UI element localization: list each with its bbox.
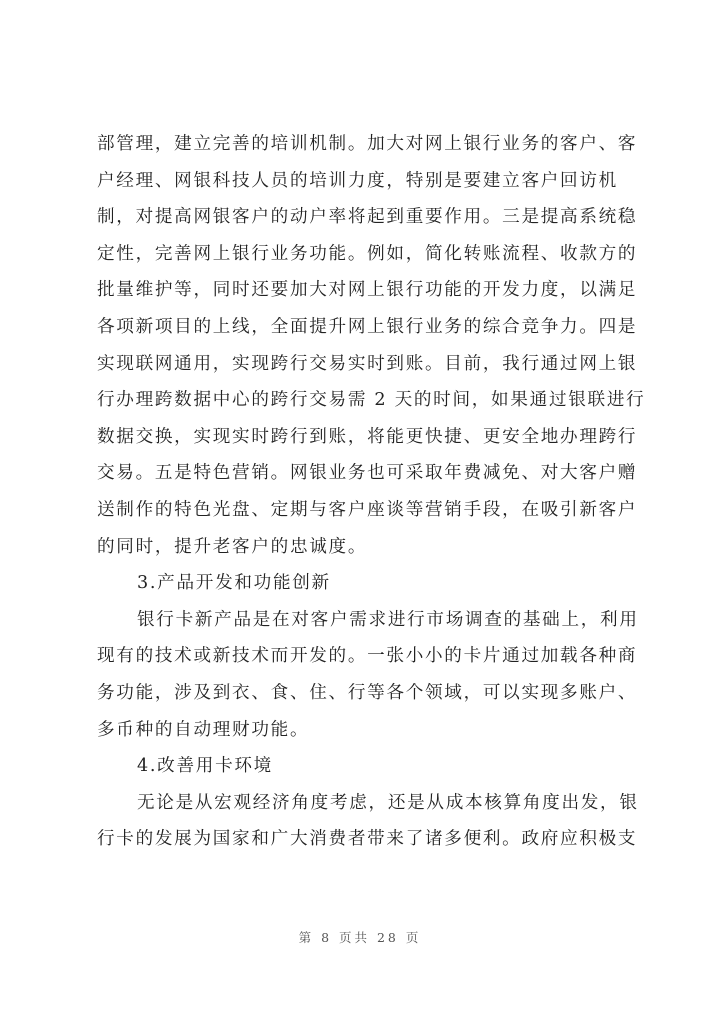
text-line: 的同时，提升老客户的忠诚度。 [97, 536, 368, 557]
text-line: 交易。五是特色营销。网银业务也可采取年费减免、对大客户赠 [97, 463, 638, 484]
page-number: 第 8 页共 28 页 [298, 930, 422, 945]
text-line: 部管理，建立完善的培训机制。加大对网上银行业务的客户、客 [97, 134, 638, 154]
text-line: 行卡的发展为国家和广大消费者带来了诸多便利。政府应积极支 [97, 829, 638, 850]
text-line: 批量维护等，同时还要加大对网上银行功能的开发力度，以满足 [97, 280, 638, 301]
text-line: 现有的技术或新技术而开发的。一张小小的卡片通过加载各种商 [97, 646, 638, 667]
text-line: 制，对提高网银客户的动户率将起到重要作用。三是提高系统稳 [97, 207, 638, 228]
text-line: 银行卡新产品是在对客户需求进行市场调查的基础上，利用 [137, 609, 639, 630]
text-line: 实现联网通用，实现跨行交易实时到账。目前，我行通过网上银 [97, 353, 638, 374]
text-line: 行办理跨数据中心的跨行交易需 2 天的时间，如果通过银联进行 [97, 390, 646, 411]
text-line: 定性，完善网上银行业务功能。例如，简化转账流程、收款方的 [97, 243, 638, 264]
text-line: 4.改善用卡环境 [137, 756, 273, 777]
text-line: 3.产品开发和功能创新 [137, 573, 331, 594]
text-line: 数据交换，实现实时跨行到账，将能更快捷、更安全地办理跨行 [97, 426, 638, 447]
text-line: 无论是从宏观经济角度考虑，还是从成本核算角度出发，银 [137, 792, 639, 813]
text-line: 多币种的自动理财功能。 [97, 719, 310, 740]
text-line: 务功能，涉及到衣、食、住、行等各个领域，可以实现多账户、 [97, 682, 638, 703]
text-line: 送制作的特色光盘、定期与客户座谈等营销手段，在吸引新客户 [97, 499, 638, 520]
text-line: 户经理、网银科技人员的培训力度，特别是要建立客户回访机 [97, 170, 618, 191]
document-body [97, 126, 646, 858]
text-line: 各项新项目的上线，全面提升网上银行业务的综合竞争力。四是 [97, 316, 638, 337]
